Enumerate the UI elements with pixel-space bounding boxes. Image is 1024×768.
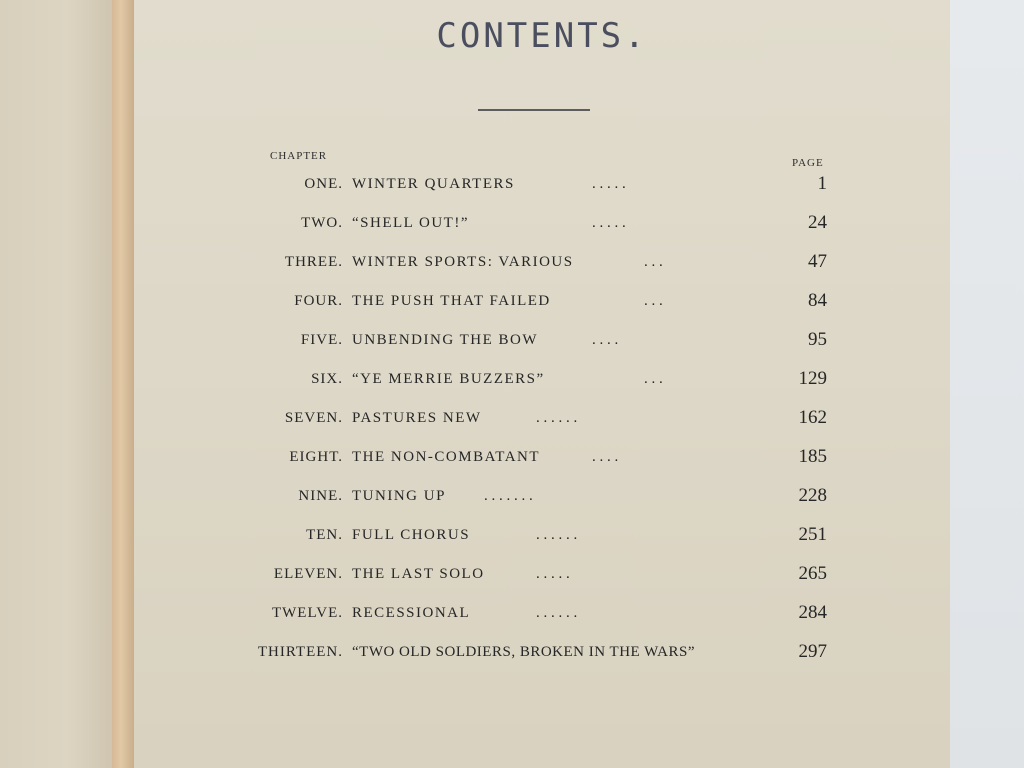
chapter-number: NINE.: [298, 488, 343, 504]
chapter-number: SEVEN.: [284, 410, 343, 426]
chapter-number: ELEVEN.: [273, 566, 343, 582]
page-number: 228: [798, 485, 827, 506]
chapter-number: THIRTEEN.: [257, 644, 343, 660]
page-number: 95: [808, 329, 827, 350]
toc-entry: [0, 212, 1024, 239]
toc-entry: [0, 602, 1024, 629]
chapter-title: UNBENDING THE BOW: [352, 332, 539, 348]
leader-dots: . . . .: [592, 449, 619, 465]
page-number: 265: [798, 563, 827, 584]
leader-dots: . . . . . .: [536, 605, 578, 621]
page-number: 162: [798, 407, 827, 428]
leader-dots: . . . .: [592, 332, 619, 348]
toc-entry: [0, 173, 1024, 200]
toc-entry: [0, 251, 1024, 278]
chapter-title: WINTER SPORTS: VARIOUS: [352, 254, 574, 270]
page-number: 129: [798, 368, 827, 389]
toc-entry: [0, 641, 1024, 668]
chapter-number: TWO.: [301, 215, 343, 231]
page-column-header: PAGE: [792, 157, 824, 169]
chapter-column-header: CHAPTER: [270, 150, 328, 162]
page-number: 24: [808, 212, 827, 233]
chapter-number: ONE.: [304, 176, 343, 192]
page-number: 297: [798, 641, 827, 662]
chapter-title: “TWO OLD SOLDIERS, BROKEN IN THE WARS”: [352, 644, 696, 660]
page-number: 84: [808, 290, 827, 311]
chapter-number: SIX.: [311, 371, 343, 387]
toc-entry: [0, 563, 1024, 590]
page-title: CONTENTS.: [436, 16, 648, 56]
chapter-title: WINTER QUARTERS: [352, 176, 515, 192]
chapter-number: TWELVE.: [271, 605, 343, 621]
chapter-title: TUNING UP: [352, 488, 446, 504]
toc-entry: [0, 485, 1024, 512]
page-number: 47: [808, 251, 827, 272]
toc-entry: [0, 407, 1024, 434]
chapter-title: FULL CHORUS: [352, 527, 471, 543]
title-rule: [478, 109, 590, 111]
chapter-title: RECESSIONAL: [352, 605, 471, 621]
chapter-title: THE PUSH THAT FAILED: [352, 293, 551, 309]
leader-dots: . . . . .: [592, 176, 626, 192]
chapter-number: TEN.: [306, 527, 343, 543]
toc-entry: [0, 290, 1024, 317]
page-number: 251: [798, 524, 827, 545]
chapter-title: PASTURES NEW: [352, 410, 482, 426]
chapter-number: FIVE.: [300, 332, 343, 348]
chapter-number: FOUR.: [294, 293, 343, 309]
chapter-number: THREE.: [284, 254, 343, 270]
leader-dots: . . . . .: [592, 215, 626, 231]
leader-dots: . . . . . . .: [484, 488, 533, 504]
leader-dots: . . .: [644, 254, 663, 270]
chapter-title: THE LAST SOLO: [352, 566, 485, 582]
toc-entry: [0, 524, 1024, 551]
leader-dots: . . .: [644, 371, 663, 387]
leader-dots: . . . . . .: [536, 527, 578, 543]
leader-dots: . . . . .: [536, 566, 570, 582]
page-number: 284: [798, 602, 827, 623]
toc-entry: [0, 329, 1024, 356]
leader-dots: . . . . . .: [536, 410, 578, 426]
chapter-title: “YE MERRIE BUZZERS”: [352, 371, 545, 387]
chapter-title: THE NON-COMBATANT: [352, 449, 541, 465]
chapter-number: EIGHT.: [289, 449, 343, 465]
leader-dots: . . .: [644, 293, 663, 309]
toc-entry: [0, 368, 1024, 395]
page-number: 1: [817, 173, 827, 194]
toc-entry: [0, 446, 1024, 473]
chapter-title: “SHELL OUT!”: [352, 215, 469, 231]
page-number: 185: [798, 446, 827, 467]
